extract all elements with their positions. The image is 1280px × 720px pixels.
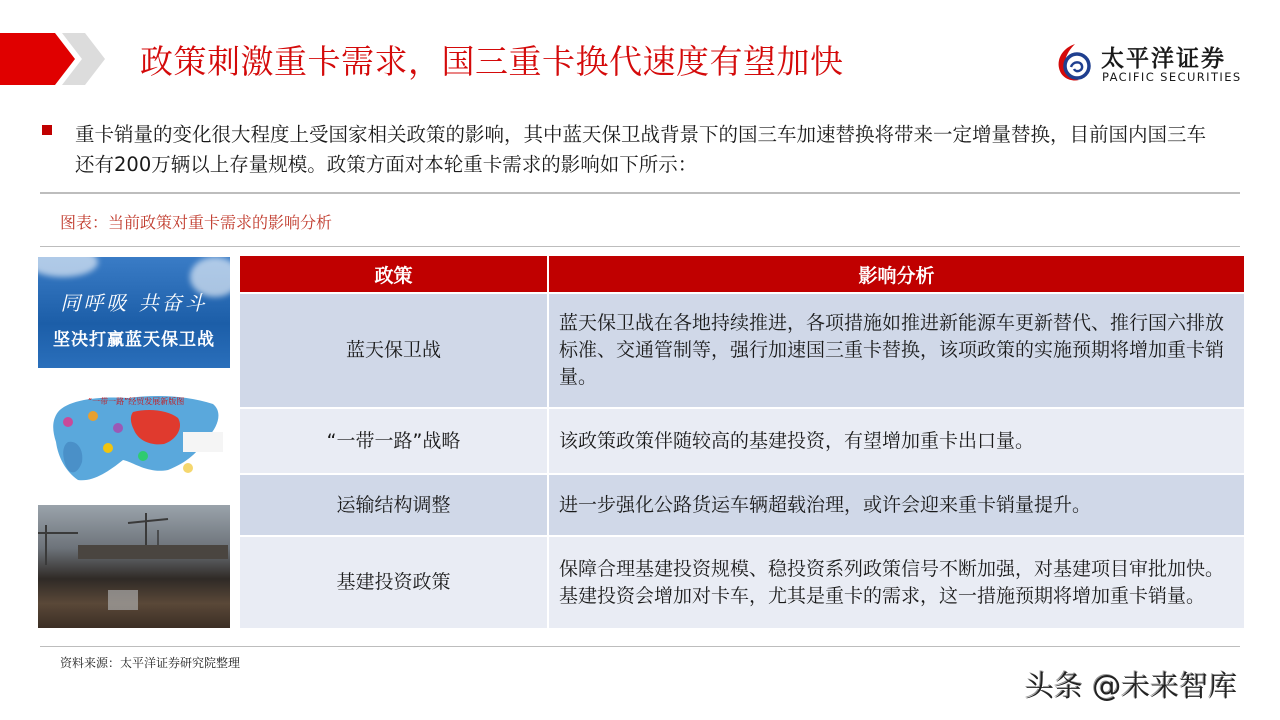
- impact-cell: 该政策政策伴随较高的基建投资，有望增加重卡出口量。: [548, 408, 1244, 474]
- blue-sky-campaign-poster: [38, 257, 230, 368]
- chart-caption: 图表：当前政策对重卡需求的影响分析: [60, 213, 333, 232]
- svg-text:“一带一路”经贸发展新版图: “一带一路”经贸发展新版图: [88, 397, 185, 406]
- belt-and-road-map: [38, 382, 230, 494]
- table-header-row: [240, 256, 1244, 293]
- source-note: 资料来源：太平洋证券研究院整理: [60, 656, 241, 670]
- policy-cell: 运输结构调整: [240, 474, 548, 536]
- table-row: [240, 536, 1244, 628]
- cloud-decoration: [38, 257, 98, 277]
- policy-cell: “一带一路”战略: [240, 408, 548, 474]
- page-title: 政策刺激重卡需求，国三重卡换代速度有望加快: [140, 42, 844, 81]
- table-row: [240, 408, 1244, 474]
- policy-cell: 基建投资政策: [240, 536, 548, 628]
- intro-paragraph: 重卡销量的变化很大程度上受国家相关政策的影响，其中蓝天保卫战背景下的国三车加速替换将带来一定增量替换，目前国内国三车还有200万辆以上存量规模。政策方面对本轮重卡需求的影响如下所示：: [75, 123, 1207, 176]
- impact-cell: 保障合理基建投资规模、稳投资系列政策信号不断加强，对基建项目审批加快。基建投资会增加对卡车，尤其是重卡的需求，这一措施预期将增加重卡销量。: [548, 536, 1244, 628]
- table-row: [240, 293, 1244, 408]
- poster-slogan-line2: 坚决打赢蓝天保卫战: [53, 330, 215, 350]
- square-bullet-icon: [42, 125, 52, 135]
- logo-name-cn: 太平洋证券: [1101, 46, 1226, 72]
- policy-cell: 蓝天保卫战: [240, 293, 548, 408]
- construction-site-photo: [38, 505, 230, 628]
- poster-slogan-line1: 同呼吸 共奋斗: [60, 291, 208, 315]
- divider: [40, 192, 1240, 194]
- column-header-policy: 政策: [240, 256, 548, 293]
- column-header-impact: 影响分析: [548, 256, 1244, 293]
- table-row: [240, 474, 1244, 536]
- divider: [40, 246, 1240, 247]
- impact-cell: 蓝天保卫战在各地持续推进，各项措施如推进新能源车更新替代、推行国六排放标准、交通管制等，强行加速国三重卡替换，该项政策的实施预期将增加重卡销量。: [548, 293, 1244, 408]
- impact-cell: 进一步强化公路货运车辆超载治理，或许会迎来重卡销量提升。: [548, 474, 1244, 536]
- company-logo: [1055, 38, 1255, 90]
- logo-name-en: PACIFIC SECURITIES: [1102, 70, 1242, 84]
- world-map-icon: [38, 382, 230, 494]
- header-arrow-icon: [0, 33, 110, 85]
- divider: [40, 646, 1240, 647]
- policy-impact-table: [240, 256, 1244, 628]
- watermark: 头条 @未来智库: [1025, 669, 1238, 703]
- crane-silhouette-icon: [38, 505, 230, 628]
- pacific-securities-logo-icon: [1055, 40, 1095, 84]
